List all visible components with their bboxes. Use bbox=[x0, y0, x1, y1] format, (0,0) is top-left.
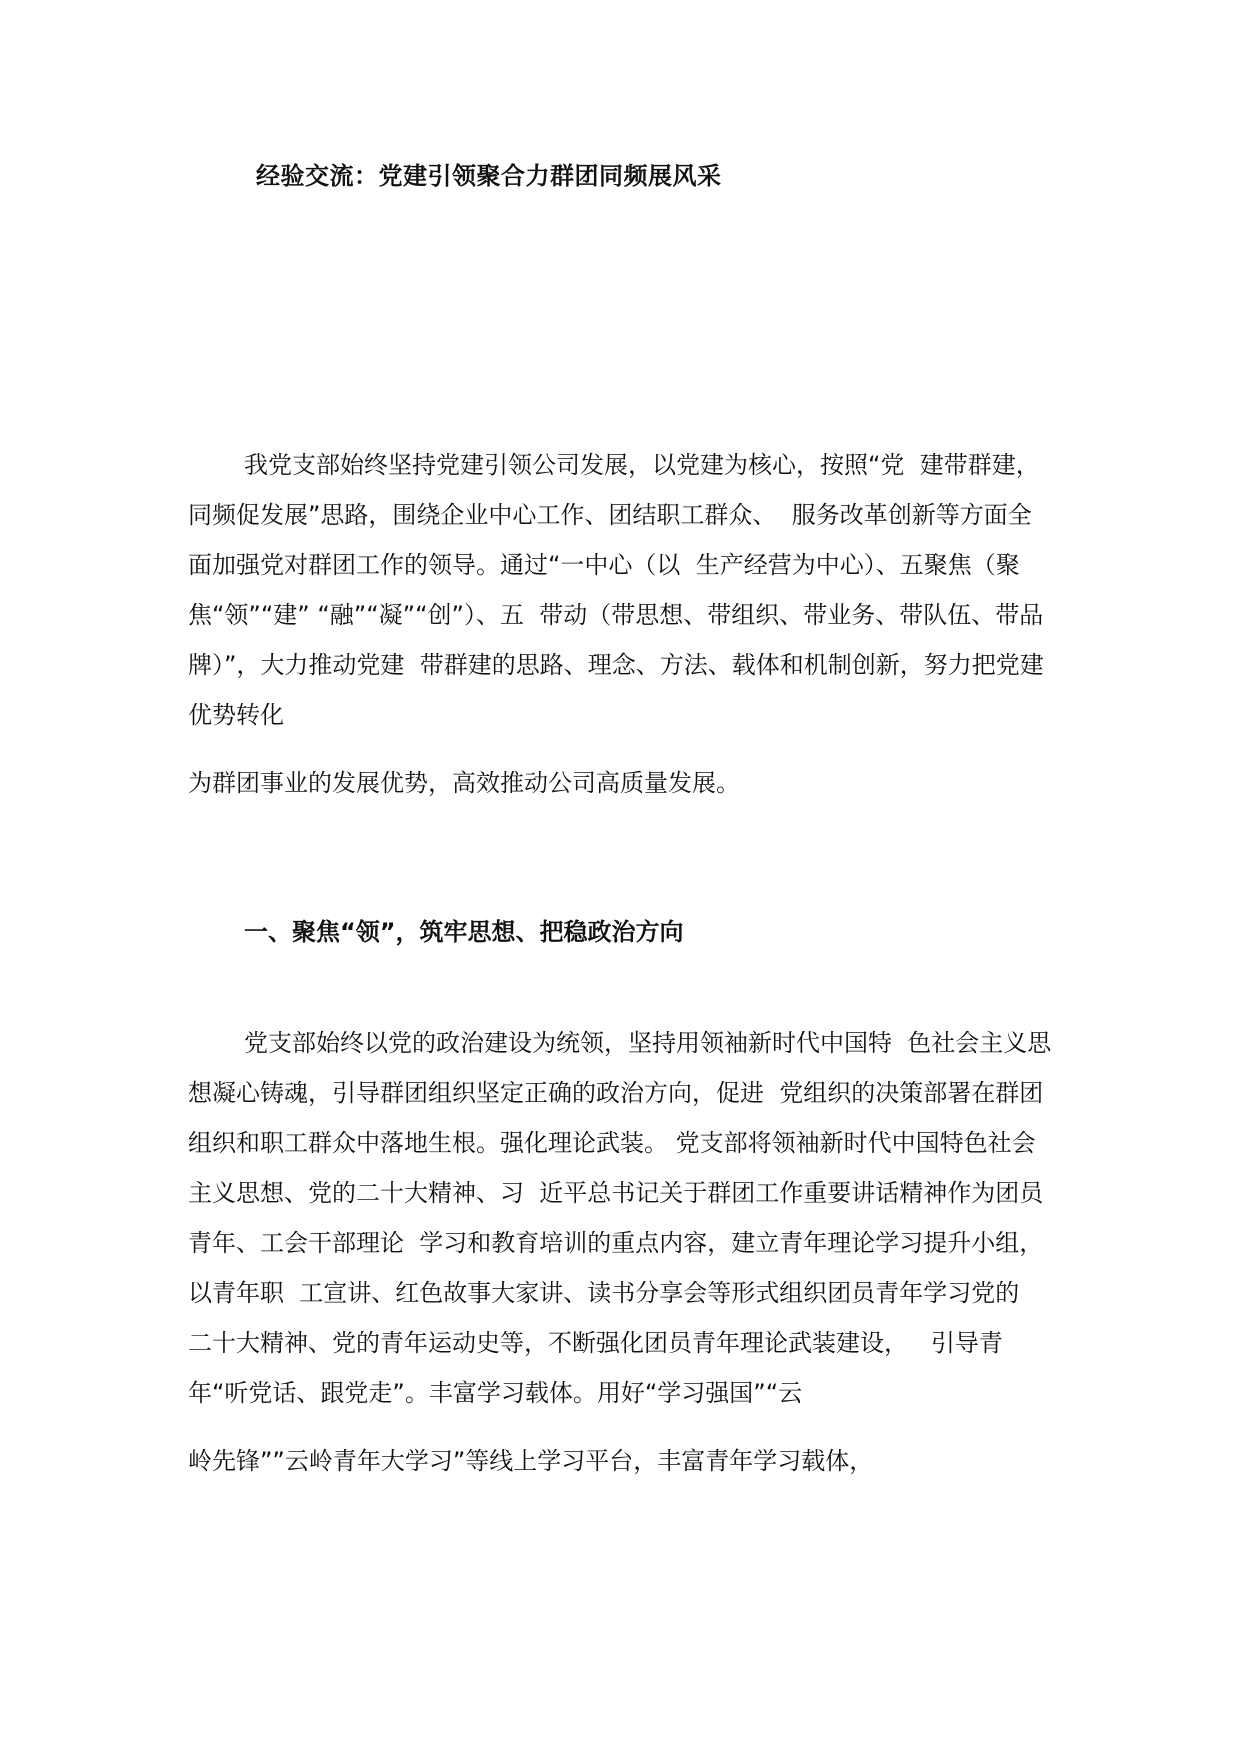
section-1-line-4: 主义思想、党的二十大精神、习 近平总书记关于群团工作重要讲话精神作为团员 bbox=[188, 1179, 1044, 1207]
section-1-line-8: 年“听党话、跟党走”。丰富学习载体。用好“学习强国”“云 bbox=[188, 1379, 803, 1407]
document-title: 经验交流：党建引领聚合力群团同频展风采 bbox=[256, 162, 722, 190]
intro-line-1: 我党支部始终坚持党建引领公司发展，以党建为核心，按照“党 建带群建， bbox=[244, 451, 1040, 479]
section-1-line-3: 组织和职工群众中落地生根。强化理论武装。 党支部将领袖新时代中国特色社会 bbox=[188, 1129, 1036, 1157]
intro-line-2: 同频促发展”思路，围绕企业中心工作、团结职工群众、 服务改革创新等方面全 bbox=[188, 501, 1032, 529]
intro-line-6: 优势转化 bbox=[188, 701, 284, 729]
intro-line-5: 牌）”，大力推动党建 带群建的思路、理念、方法、载体和机制创新，努力把党建 bbox=[188, 651, 1044, 679]
section-1-line-1: 党支部始终以党的政治建设为统领，坚持用领袖新时代中国特 色社会主义思 bbox=[244, 1029, 1052, 1057]
intro-line-3: 面加强党对群团工作的领导。通过“一中心（以 生产经营为中心）、五聚焦（聚 bbox=[188, 551, 1020, 579]
section-1-line-5: 青年、工会干部理论 学习和教育培训的重点内容，建立青年理论学习提升小组， bbox=[188, 1229, 1044, 1257]
section-1-line-2: 想凝心铸魂，引导群团组织坚定正确的政治方向，促进 党组织的决策部署在群团 bbox=[188, 1079, 1044, 1107]
intro-line-4: 焦“领”“建” “融”“凝”“创”）、五 带动（带思想、带组织、带业务、带队伍、带品 bbox=[188, 601, 1044, 629]
section-1-tail: 岭先锋””云岭青年大学习”等线上学习平台，丰富青年学习载体， bbox=[188, 1447, 874, 1475]
section-1-line-7: 二十大精神、党的青年运动史等，不断强化团员青年理论武装建设， 引导青 bbox=[188, 1329, 1003, 1357]
section-1-line-6: 以青年职 工宣讲、红色故事大家讲、读书分享会等形式组织团员青年学习党的 bbox=[188, 1279, 1020, 1307]
intro-tail: 为群团事业的发展优势，高效推动公司高质量发展。 bbox=[188, 769, 740, 797]
section-1-heading: 一、聚焦“领”，筑牢思想、把稳政治方向 bbox=[244, 918, 684, 946]
